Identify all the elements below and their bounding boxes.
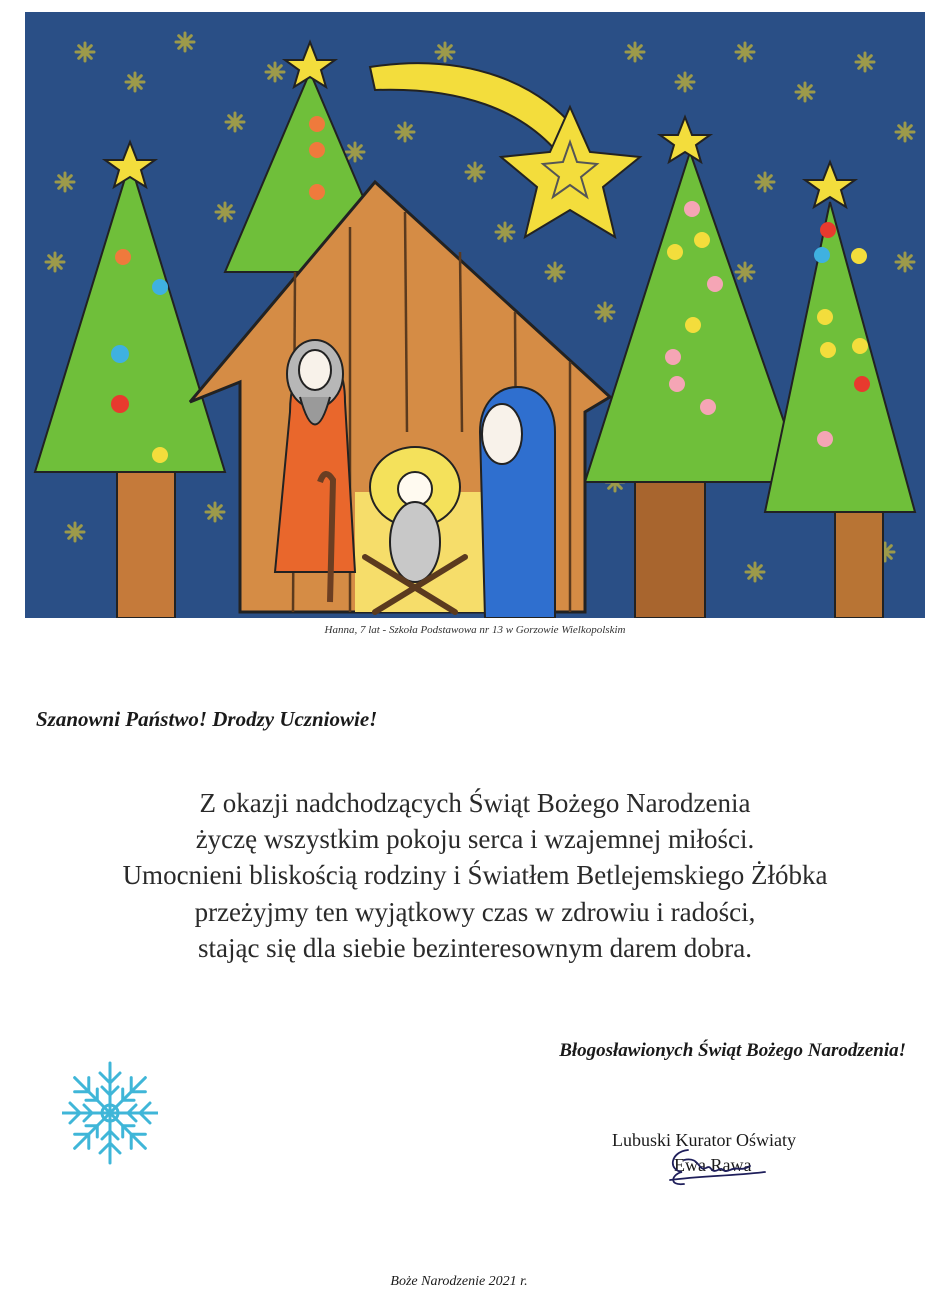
signer-role: Lubuski Kurator Oświaty <box>612 1130 796 1150</box>
message-line: Umocnieni bliskością rodziny i Światłem Betlejemskiego Żłóbka <box>122 860 828 891</box>
signer-name: Ewa Rawa <box>674 1155 752 1175</box>
message-line: Z okazji nadchodzących Świąt Bożego Narodzenia <box>199 788 751 818</box>
salutation: Szanowni Państwo! Drodzy Uczniowie! <box>36 707 378 731</box>
figure-joseph <box>275 340 355 602</box>
figure-mary <box>480 387 555 618</box>
message-line: przeżyjmy ten wyjątkowy czas w zdrowiu i radości, <box>194 896 756 927</box>
illustration-caption: Hanna, 7 lat - Szkoła Podstawowa nr 13 w Gorzowie Wielkopolskim <box>324 624 626 636</box>
message-line: stając się dla siebie bezinteresownym darem dobra. <box>197 932 753 963</box>
nativity-illustration <box>25 12 925 618</box>
handwritten-signature-icon <box>660 1142 770 1188</box>
closing-wish: Błogosławionych Świąt Bożego Narodzenia! <box>559 1040 906 1061</box>
snowflake-icon <box>62 1058 158 1168</box>
dateline: Boże Narodzenie 2021 r. <box>390 1274 528 1289</box>
message-line: życzę wszystkim pokoju serca i wzajemnej miłości. <box>195 824 755 855</box>
greeting-message <box>0 785 950 966</box>
